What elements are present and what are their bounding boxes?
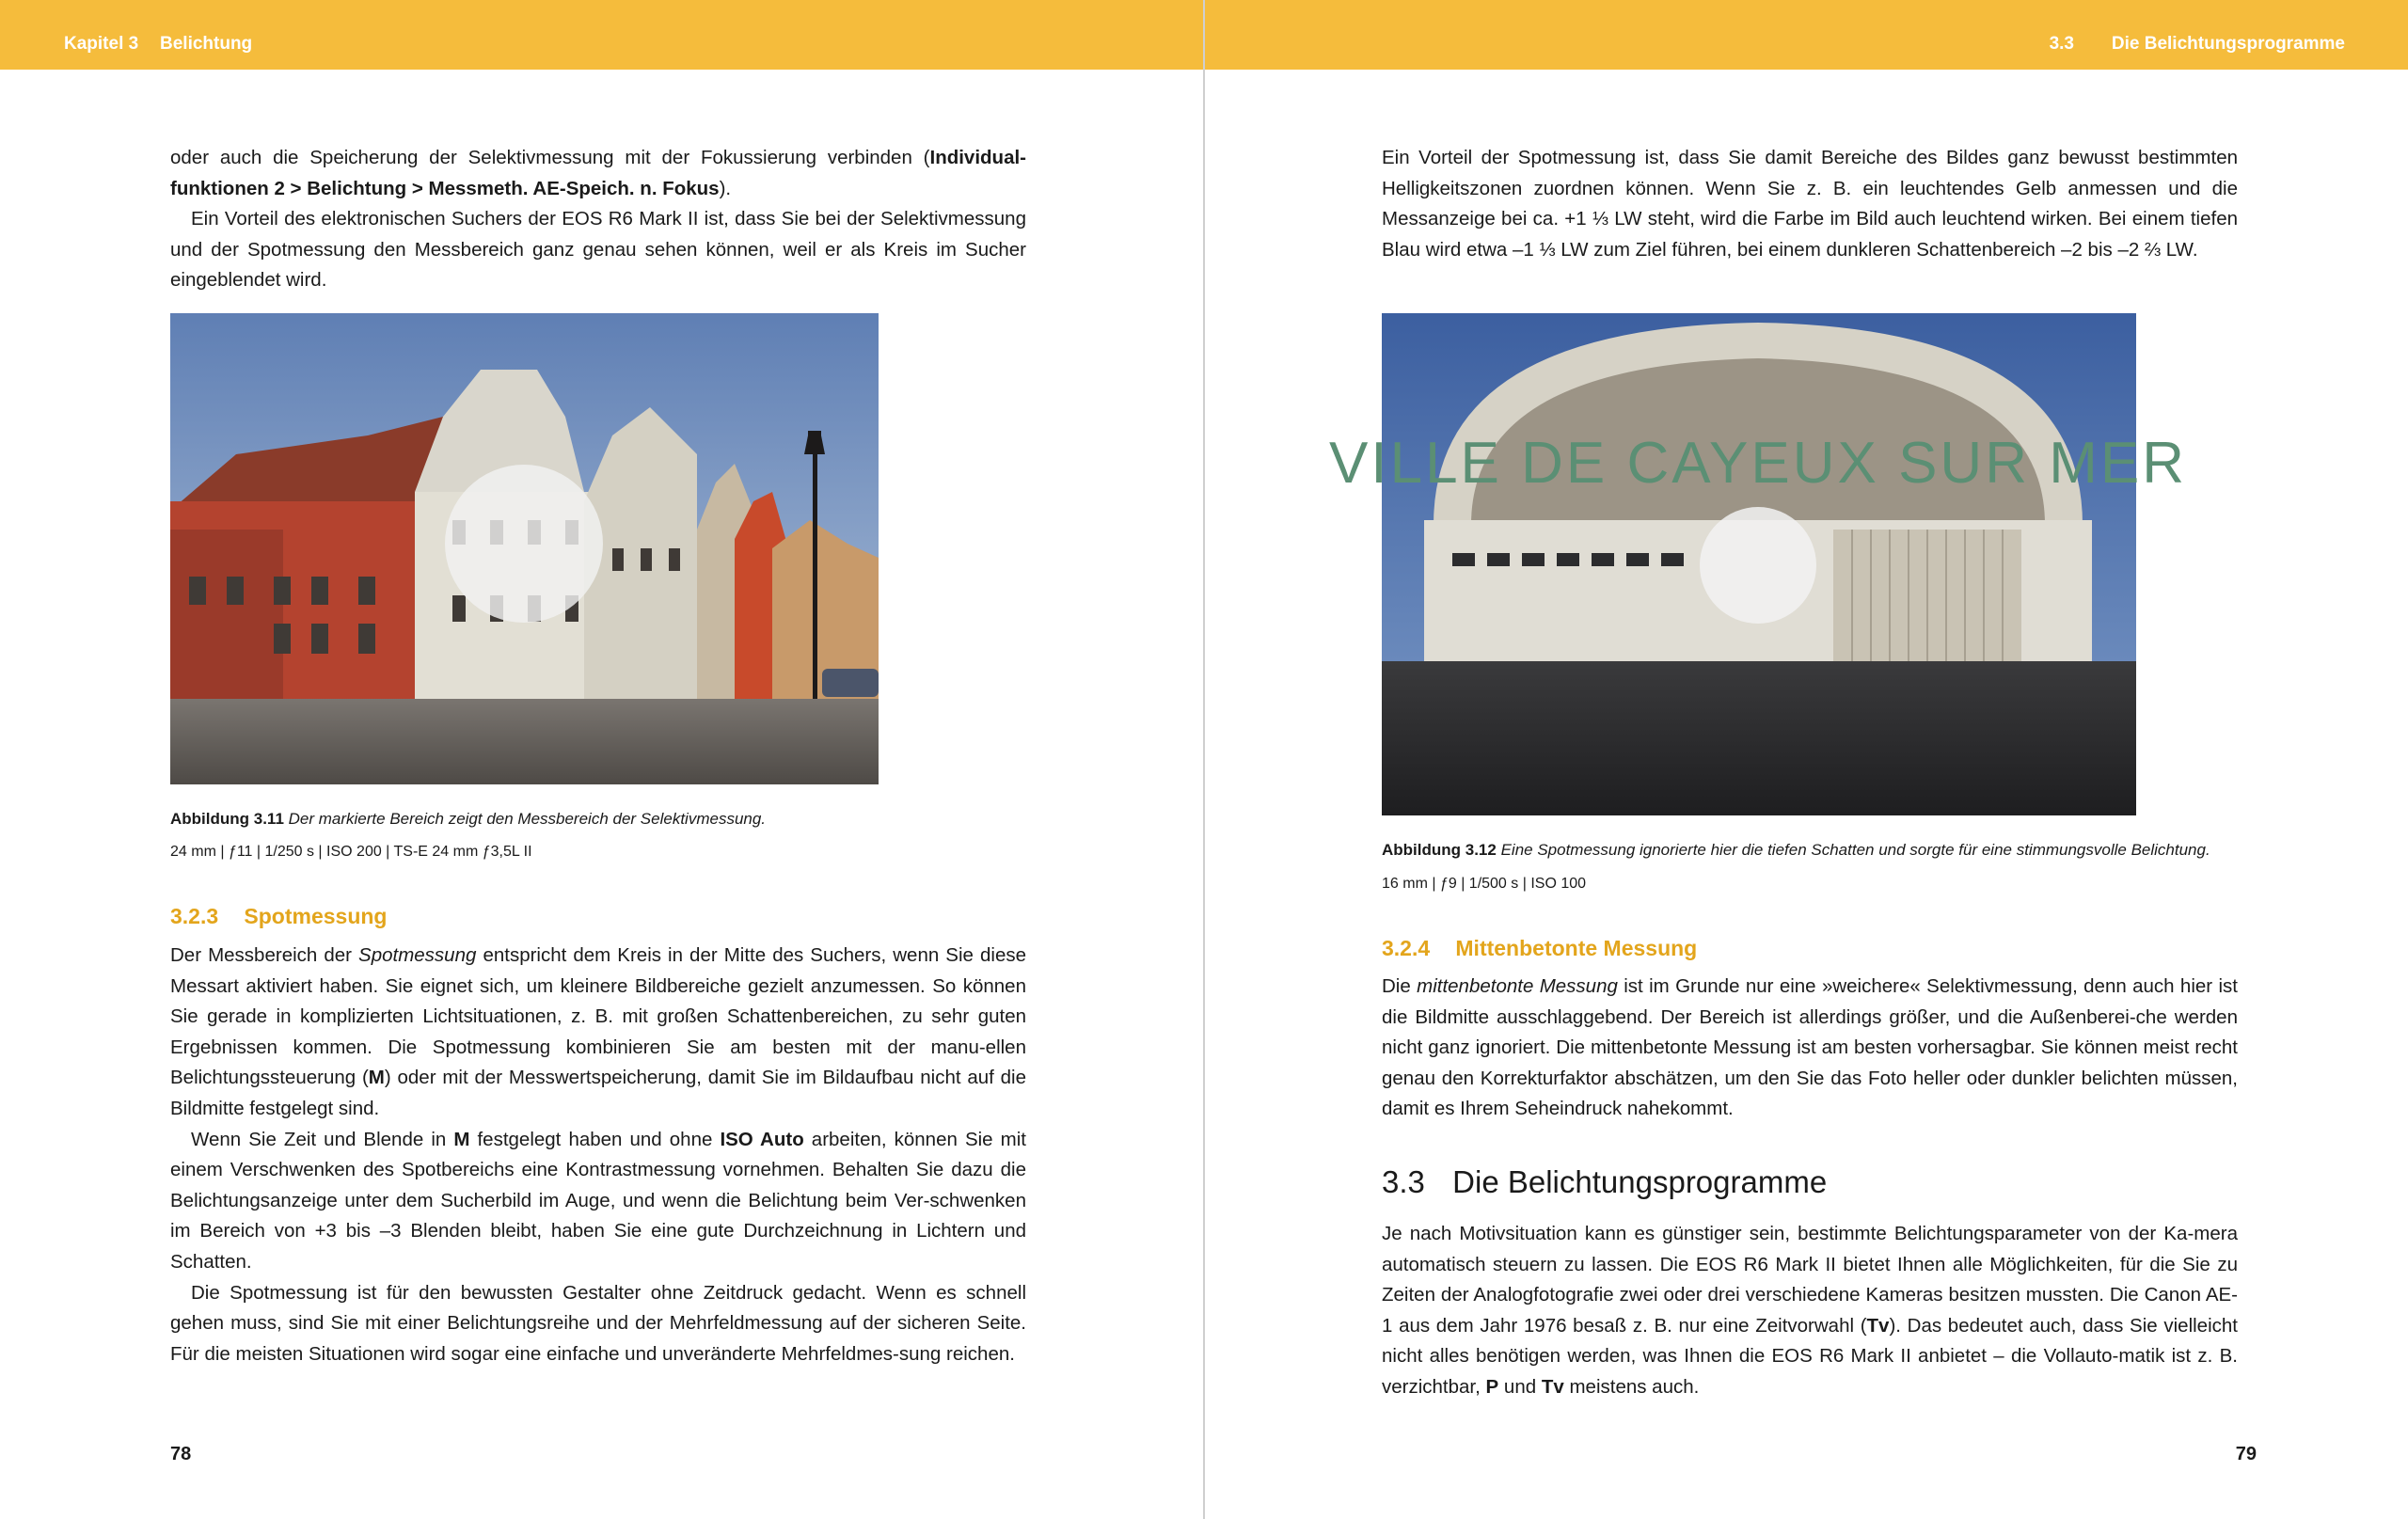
text-run: arbeiten, können Sie mit einem Verschwenken des Spotbereichs eine Kontrastmessung vornehmen. Behalten Sie dazu die Belichtungsanzeige unter dem Sucherbild im Auge, und wenn die Belichtung beim Ver-schwenken im Bereich von +3 bis –3 Blenden bleibt, haben Sie eine gute Durchzeichnung in Lichtern und Schatten. <box>170 1128 1026 1273</box>
bold-run: P <box>1485 1375 1499 1398</box>
text-run: meistens auch. <box>1563 1375 1700 1398</box>
section-title: Die Belichtungsprogramme <box>1452 1164 1828 1199</box>
subsection-title: Spotmessung <box>244 904 388 928</box>
text-run: entspricht dem Kreis in der Mitte des Suchers, wenn Sie diese Messart aktiviert haben. Sie eignet sich, um kleinere Bildbereiche gezielt anzumessen. So können Sie gerade in komplizierten Lichtsituationen, z. B. mit großen Schattenbereichen, zu sehr guten Ergebnissen kommen. Die Spotmessung kombinieren Sie am besten mit der manu-ellen Belichtungssteuerung ( <box>170 944 1026 1089</box>
section-title-label: Die Belichtungsprogramme <box>2111 34 2345 54</box>
paragraph <box>170 204 1026 296</box>
hangar-image <box>1329 313 2187 815</box>
left-intro-text <box>170 143 1026 296</box>
right-section-text <box>1382 1219 2238 1403</box>
text-run: Die <box>1382 975 1418 997</box>
figure-caption-text: Eine Spotmessung ignorierte hier die tiefen Schatten und sorgte für eine stimmungsvolle Belichtung. <box>1500 841 2210 859</box>
bold-run: Individual-funktionen 2 > Belichtung > Messmeth. AE-Speich. n. Fokus <box>170 147 1026 199</box>
hangar-sign-text: VILLE DE CAYEUX SUR MER <box>1329 431 2187 496</box>
text-run: oder auch die Speicherung der Selektivmessung mit der Fokussierung verbinden ( <box>170 147 930 168</box>
subsection-number: 3.2.4 <box>1382 936 1431 960</box>
right-running-header <box>1205 0 2408 70</box>
italic-run: Spotmessung <box>358 944 477 966</box>
text-run: ). Das bedeutet auch, dass Sie vielleicht nicht alles benötigen werden, was Ihnen die EOS R6 Mark II anbietet – die Vollauto-matik ist z. B. verzichtbar, <box>1382 1314 2238 1398</box>
text-run: ) oder mit der Messwertspeicherung, damit Sie im Bildaufbau nicht auf die Bildmitte festgelegt sind. <box>170 1067 1027 1119</box>
figure-3-11-exif: 24 mm | ƒ11 | 1/250 s | ISO 200 | TS-E 24 mm ƒ3,5L II <box>170 844 532 860</box>
left-page <box>0 0 1203 1519</box>
figure-3-12-photo <box>1329 313 2187 815</box>
right-page <box>1205 0 2408 1519</box>
right-intro-text <box>1382 143 2238 265</box>
bold-run: ISO Auto <box>720 1128 804 1150</box>
subsection-number: 3.2.3 <box>170 904 219 928</box>
text-run: Je nach Motivsituation kann es günstiger sein, bestimmte Belichtungsparameter von der Ka-mera automatisch steuern zu lassen. Die EOS R6 Mark II bietet Ihnen alle Möglichkeiten, für die Sie zu Zeiten der Analogfotografie zwei oder drei verschiedene Kameras besitzen mussten. Die Canon AE-1 aus dem Jahr 1976 besaß z. B. nur eine Zeitvorwahl ( <box>1382 1223 2238 1337</box>
paragraph <box>1382 143 2238 265</box>
figure-caption-text: Der markierte Bereich zeigt den Messbereich der Selektivmessung. <box>288 810 767 828</box>
section-number: 3.3 <box>1382 1164 1425 1199</box>
text-run: ist im Grunde nur eine »weichere« Selektivmessung, denn auch hier ist die Bildmitte ausschlaggebend. Der Bereich ist allerdings größer, und die Außenberei-che werden nicht ganz ignoriert. Die mittenbetonte Messung ist am besten vorhersagbar. Sie können meist recht genau den Korrekturfaktor abschätzen, um den Sie das Foto heller oder dunkler belichten müssen, damit es Ihrem Seheindruck nahekommt. <box>1382 975 2238 1120</box>
paragraph <box>170 143 1026 204</box>
figure-label: Abbildung 3.11 <box>170 810 284 828</box>
metering-circle <box>445 465 603 623</box>
section-number-label: 3.3 <box>2049 34 2074 54</box>
chapter-title: Belichtung <box>160 34 253 54</box>
chapter-label: Kapitel 3 <box>64 34 139 54</box>
page-number-right: 79 <box>2235 1444 2257 1464</box>
bold-run: M <box>453 1128 470 1150</box>
street-houses-image <box>170 313 879 784</box>
text-run: ). <box>719 177 732 199</box>
text-run: und <box>1498 1375 1542 1398</box>
left-body-text <box>170 941 1026 1369</box>
subsection-heading-3-2-3 <box>170 904 387 929</box>
right-sub-text <box>1382 972 2238 1125</box>
bold-run: M <box>368 1067 385 1089</box>
paragraph <box>170 941 1026 1125</box>
left-running-header <box>0 0 1203 70</box>
text-run: Wenn Sie Zeit und Blende in <box>191 1128 454 1150</box>
subsection-title: Mittenbetonte Messung <box>1455 936 1698 960</box>
figure-3-12-caption <box>1382 840 2322 861</box>
spot-metering-circle <box>1700 507 1816 624</box>
bold-run: Tv <box>1866 1314 1890 1337</box>
figure-3-11-caption <box>170 809 1054 830</box>
figure-label: Abbildung 3.12 <box>1382 841 1497 859</box>
paragraph <box>170 1278 1026 1370</box>
subsection-heading-3-2-4 <box>1382 936 1697 961</box>
bold-run: Tv <box>1541 1375 1564 1398</box>
text-run: Ein Vorteil des elektronischen Suchers der EOS R6 Mark II ist, dass Sie bei der Selektivmessung und der Spotmessung den Messbereich ganz genau sehen können, weil er als Kreis im Sucher eingeblendet wird. <box>170 208 1026 292</box>
figure-3-11-photo <box>170 313 879 784</box>
paragraph <box>1382 1219 2238 1403</box>
text-run: Der Messbereich der <box>170 944 359 966</box>
paragraph <box>1382 972 2238 1125</box>
italic-run: mittenbetonte Messung <box>1417 975 1618 997</box>
figure-3-12-exif: 16 mm | ƒ9 | 1/500 s | ISO 100 <box>1382 876 1587 892</box>
section-heading-3-3 <box>1382 1164 1827 1200</box>
paragraph <box>170 1125 1026 1278</box>
text-run: festgelegt haben und ohne <box>469 1128 721 1150</box>
text-run: Die Spotmessung ist für den bewussten Gestalter ohne Zeitdruck gedacht. Wenn es schnell gehen muss, sind Sie mit einer Belichtungsreihe und der Mehrfeldmessung auf der sicheren Seite. Für die meisten Situationen wird sogar eine einfache und unveränderte Mehrfeldmes-sung reichen. <box>170 1281 1026 1365</box>
page-number-left: 78 <box>170 1444 192 1464</box>
text-run: Ein Vorteil der Spotmessung ist, dass Sie damit Bereiche des Bildes ganz bewusst bestimmten Helligkeitszonen zuordnen können. Wenn Sie z. B. ein leuchtendes Gelb anmessen und die Messanzeige bei ca. +1 ⅓ LW steht, wird die Farbe im Bild auch leuchtend wirken. Bei einem tiefen Blau wird etwa –1 ⅓ LW zum Ziel führen, bei einem dunkleren Schattenbereich –2 bis –2 ⅔ LW. <box>1382 147 2238 261</box>
